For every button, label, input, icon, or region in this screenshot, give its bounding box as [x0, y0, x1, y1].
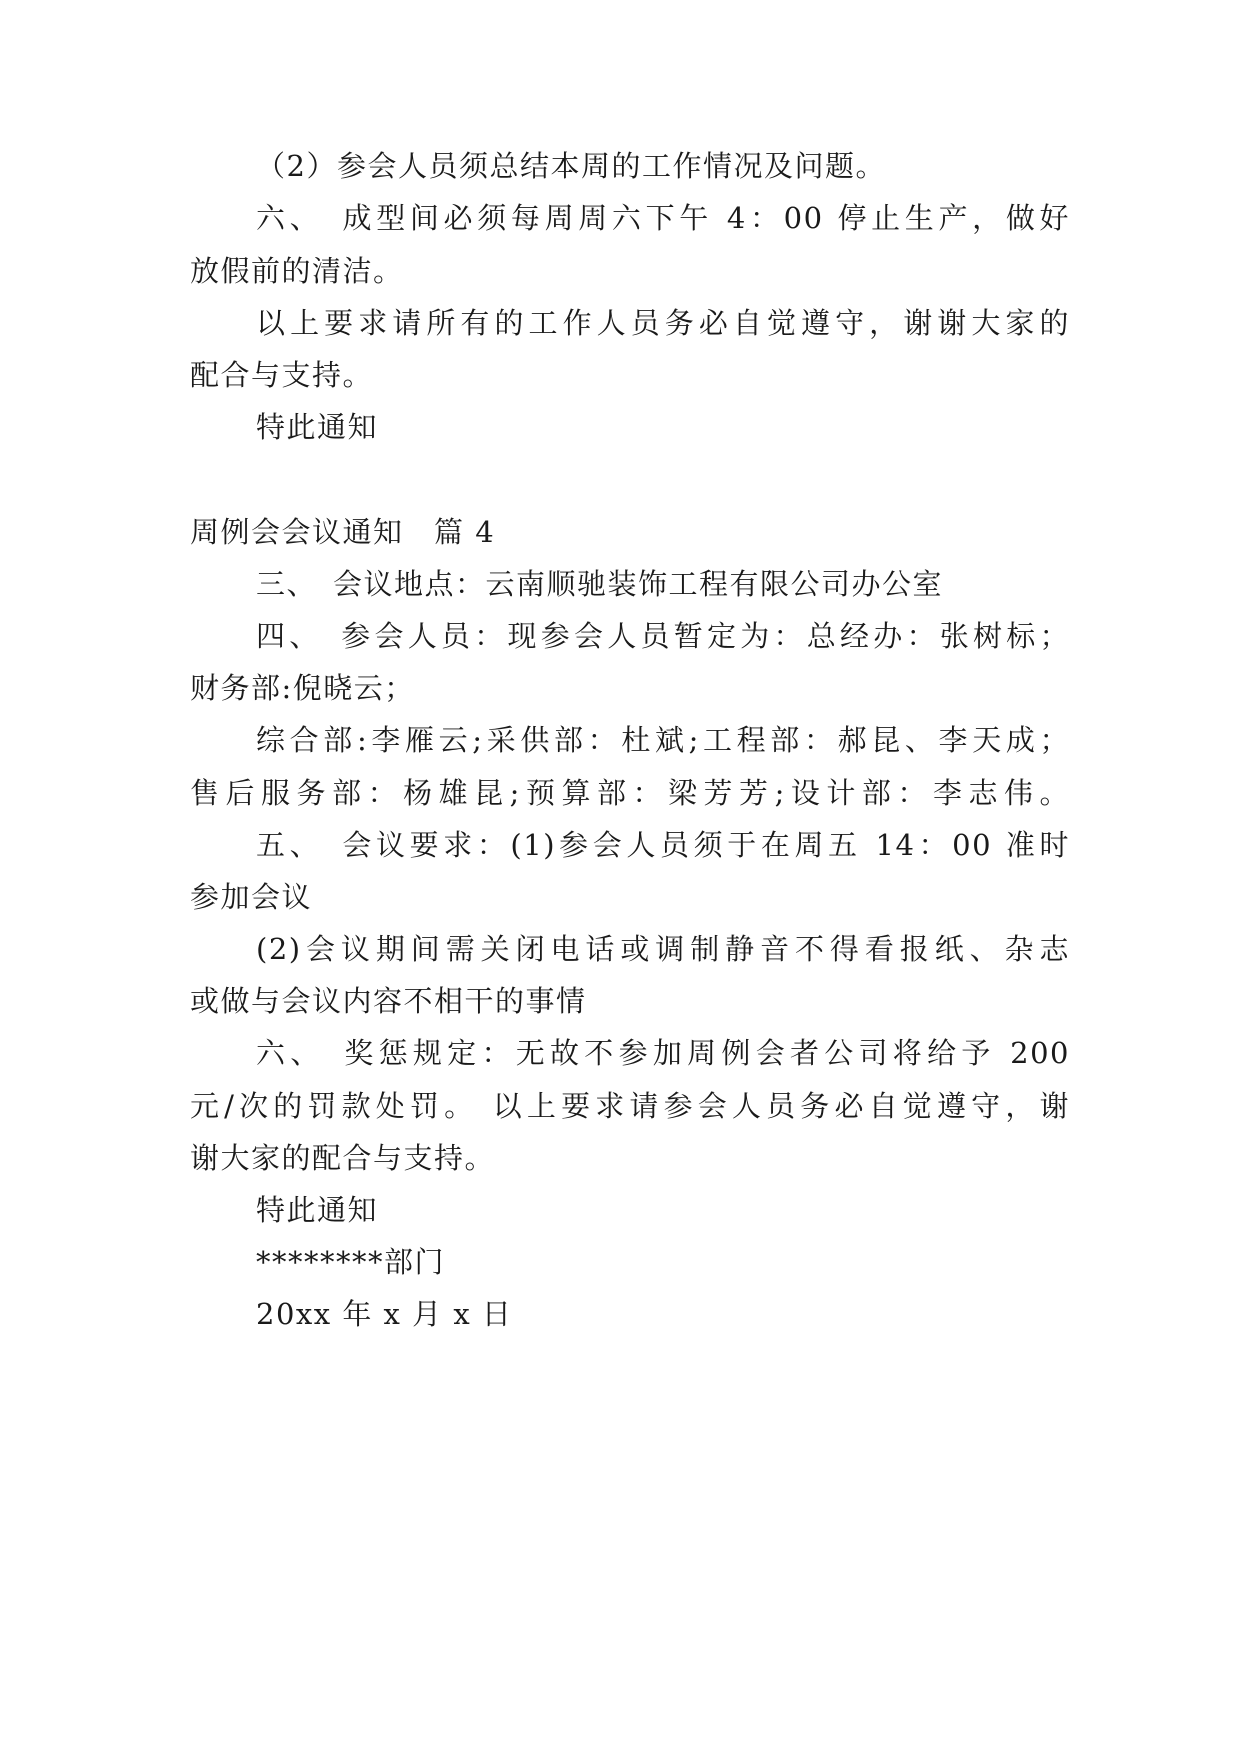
date: 20xx 年 x 月 x 日 — [256, 1297, 513, 1331]
attendees-line-2: 财务部:倪晓云； — [190, 671, 415, 705]
item-2-summary: （2）参会人员须总结本周的工作情况及问题。 — [256, 149, 886, 183]
sign-off-2: 特此通知 — [256, 1193, 379, 1227]
attendees-line-1: 四、 参会人员：现参会人员暂定为：总经办：张树标； — [256, 619, 1070, 653]
meeting-location: 三、 会议地点：云南顺驰装饰工程有限公司办公室 — [256, 567, 944, 601]
attendees-line-4: 售后服务部：杨雄昆;预算部：梁芳芳;设计部：李志伟。 — [190, 776, 1070, 810]
requirements-line-1: 五、 会议要求：(1)参会人员须于在周五 14：00 准时 — [256, 828, 1070, 862]
requirements-2-line-2: 或做与会议内容不相干的事情 — [190, 984, 587, 1018]
requirements-line-2: 参加会议 — [190, 880, 313, 914]
penalty-line-2: 元/次的罚款处罚。 以上要求请参会人员务必自觉遵守，谢 — [190, 1089, 1070, 1123]
closing-line-2: 配合与支持。 — [190, 358, 374, 392]
rule-6-line-2: 放假前的清洁。 — [190, 254, 404, 288]
penalty-line-1: 六、 奖惩规定：无故不参加周例会者公司将给予 200 — [256, 1036, 1070, 1070]
requirements-2-line-1: (2)会议期间需关闭电话或调制静音不得看报纸、杂志 — [256, 932, 1070, 966]
closing-line-1: 以上要求请所有的工作人员务必自觉遵守，谢谢大家的 — [256, 306, 1070, 340]
rule-6-line-1: 六、 成型间必须每周周六下午 4：00 停止生产，做好 — [256, 201, 1070, 235]
penalty-line-3: 谢大家的配合与支持。 — [190, 1141, 496, 1175]
attendees-line-3: 综合部:李雁云;采供部：杜斌;工程部：郝昆、李天成； — [256, 723, 1070, 757]
section-heading: 周例会会议通知 篇 4 — [190, 515, 496, 549]
sign-off: 特此通知 — [256, 410, 379, 444]
department: ********部门 — [256, 1245, 446, 1279]
